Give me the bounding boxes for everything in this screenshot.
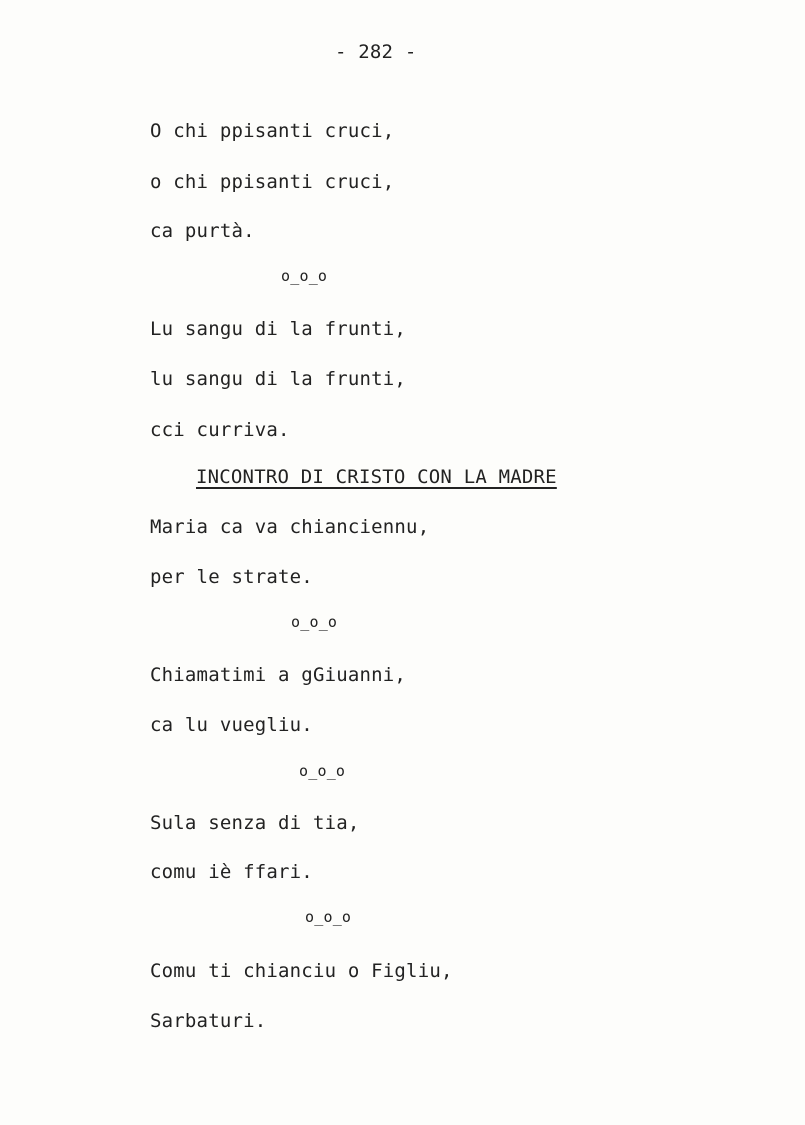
stanza-separator: o_o_o: [305, 908, 352, 926]
verse-line: Sula senza di tia,: [150, 812, 360, 834]
page-number: - 282 -: [335, 41, 417, 63]
stanza-separator: o_o_o: [299, 762, 346, 780]
verse-line: lu sangu di la frunti,: [150, 368, 407, 390]
verse-line: O chi ppisanti cruci,: [150, 120, 395, 142]
verse-line: Lu sangu di la frunti,: [150, 318, 407, 340]
verse-line: Sarbaturi.: [150, 1010, 267, 1032]
verse-line: Maria ca va chianciennu,: [150, 516, 430, 538]
verse-line: per le strate.: [150, 566, 313, 588]
verse-line: ca purtà.: [150, 220, 255, 242]
stanza-separator: o_o_o: [281, 267, 328, 285]
verse-line: Chiamatimi a gGiuanni,: [150, 664, 407, 686]
verse-line: Comu ti chianciu o Figliu,: [150, 960, 453, 982]
verse-line: o chi ppisanti cruci,: [150, 171, 395, 193]
stanza-separator: o_o_o: [291, 613, 338, 631]
verse-line: cci curriva.: [150, 419, 290, 441]
verse-line: ca lu vuegliu.: [150, 714, 313, 736]
section-heading: INCONTRO DI CRISTO CON LA MADRE: [196, 466, 557, 488]
verse-line: comu iè ffari.: [150, 861, 313, 883]
